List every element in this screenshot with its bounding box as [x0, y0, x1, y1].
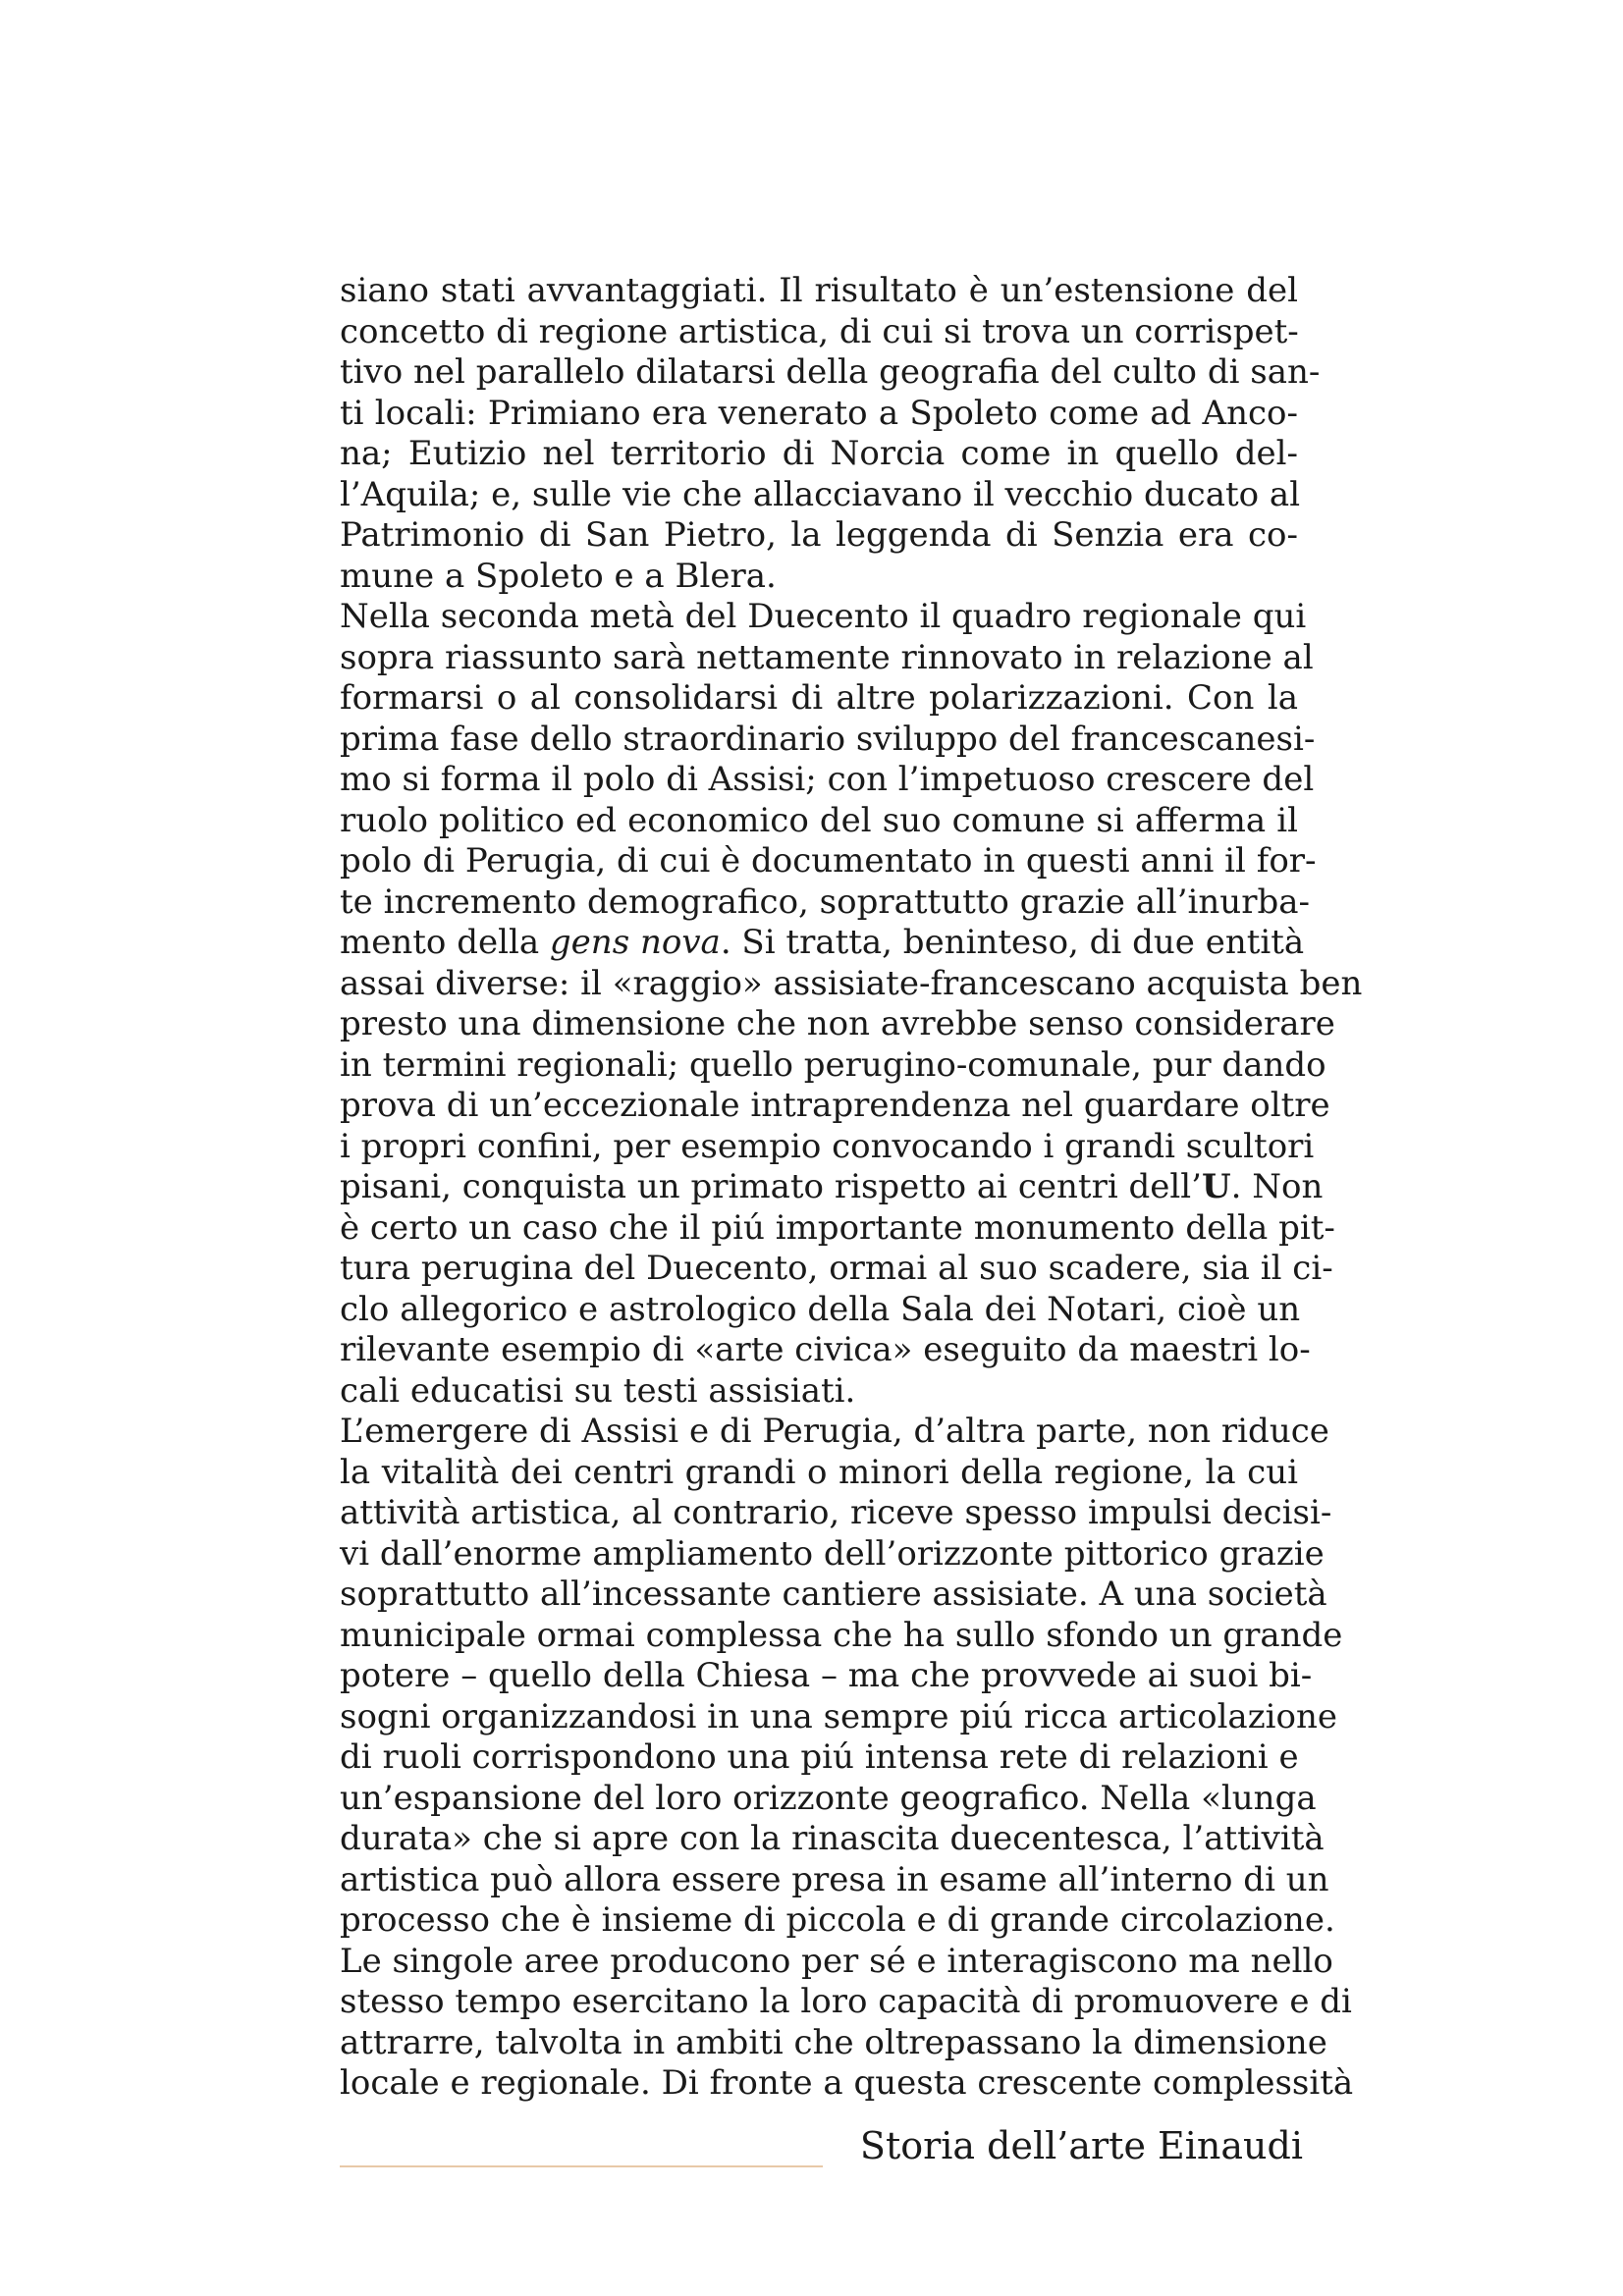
text-line: artistica può allora essere presa in esame all’interno di un [340, 1859, 1329, 1899]
text-line: L’emergere di Assisi e di Perugia, d’altra parte, non riduce [340, 1412, 1329, 1451]
text-line: siano stati avvantaggiati. Il risultato è un’estensione del [340, 271, 1298, 310]
text-line: prima fase dello straordinario sviluppo del francescanesi- [340, 719, 1316, 759]
body-text [340, 271, 1363, 2105]
text-line: mo si forma il polo di Assisi; con l’impetuoso crescere del [340, 760, 1315, 799]
text-line: rilevante esempio di «arte civica» eseguito da maestri lo- [340, 1330, 1311, 1369]
text-line: Patrimonio di San Pietro, la leggenda di Senzia era co- [340, 515, 1298, 555]
text-line: mune a Spoleto e a Blera. [340, 556, 777, 596]
text-run: . Non [1230, 1167, 1324, 1206]
text-line: formarsi o al consolidarsi di altre polarizzazioni. Con la [340, 678, 1298, 718]
text-line: sogni organizzandosi in una sempre piú ricca articolazione [340, 1696, 1337, 1736]
text-line: attrarre, talvolta in ambiti che oltrepassano la dimensione [340, 2022, 1327, 2062]
text-line: di ruoli corrispondono una piú intensa rete di relazioni e [340, 1737, 1299, 1777]
text-line: processo che è insieme di piccola e di grande circolazione. [340, 1900, 1335, 1940]
text-line: la vitalità dei centri grandi o minori della regione, la cui [340, 1452, 1298, 1492]
text-line: i propri confini, per esempio convocando i grandi scultori [340, 1126, 1315, 1166]
text-line: ruolo politico ed economico del suo comune si afferma il [340, 800, 1298, 840]
text-line: cali educatisi su testi assisiati. [340, 1370, 856, 1411]
italic-term: gens nova [549, 923, 721, 962]
text-line-with-bold [340, 1167, 1324, 1208]
text-line: polo di Perugia, di cui è documentato in questi anni il for- [340, 841, 1317, 881]
bold-term: U [1201, 1167, 1231, 1206]
text-line: locale e regionale. Di fronte a questa crescente complessità [340, 2063, 1354, 2103]
text-line: vi dall’enorme ampliamento dell’orizzonte pittorico grazie [340, 1533, 1325, 1574]
footer-divider [340, 2165, 823, 2167]
text-run: . Si tratta, beninteso, di due entità [720, 923, 1305, 962]
text-line: attività artistica, al contrario, riceve spesso impulsi decisi- [340, 1493, 1332, 1532]
text-run: mento della [340, 923, 550, 962]
text-line: ti locali: Primiano era venerato a Spoleto come ad Anco- [340, 393, 1298, 433]
text-line: concetto di regione artistica, di cui si trova un corrispet- [340, 311, 1299, 351]
text-line: è certo un caso che il piú importante monumento della pit- [340, 1207, 1335, 1248]
text-line-with-italic [340, 923, 1305, 964]
text-line: potere – quello della Chiesa – ma che provvede ai suoi bi- [340, 1656, 1313, 1695]
text-line: durata» che si apre con la rinascita duecentesca, l’attività [340, 1819, 1325, 1858]
text-line: in termini regionali; quello perugino-comunale, pur dando [340, 1044, 1326, 1085]
text-line: Nella seconda metà del Duecento il quadro regionale qui [340, 597, 1307, 636]
text-line: sopra riassunto sarà nettamente rinnovato in relazione al [340, 637, 1314, 677]
text-line: na; Eutizio nel territorio di Norcia come in quello del- [340, 434, 1298, 473]
text-line: Le singole aree producono per sé e interagiscono ma nello [340, 1941, 1333, 1981]
text-line: soprattutto all’incessante cantiere assisiate. A una società [340, 1575, 1327, 1614]
text-line: tura perugina del Duecento, ormai al suo scadere, sia il ci- [340, 1249, 1333, 1288]
text-line: te incremento demografico, soprattutto grazie all’inurba- [340, 881, 1310, 922]
text-line: tivo nel parallelo dilatarsi della geografia del culto di san- [340, 352, 1321, 392]
text-line: un’espansione del loro orizzonte geografico. Nella «lunga [340, 1778, 1317, 1818]
text-line: prova di un’eccezionale intraprendenza nel guardare oltre [340, 1086, 1330, 1125]
text-line: assai diverse: il «raggio» assisiate-francescano acquista ben [340, 963, 1363, 1003]
footer-title: Storia dell’arte Einaudi [859, 2124, 1303, 2167]
text-line: presto una dimensione che non avrebbe senso considerare [340, 1004, 1335, 1043]
text-line: l’Aquila; e, sulle vie che allacciavano il vecchio ducato al [340, 474, 1301, 514]
text-line: municipale ormai complessa che ha sullo sfondo un grande [340, 1615, 1343, 1655]
text-line: clo allegorico e astrologico della Sala dei Notari, cioè un [340, 1289, 1301, 1329]
text-run: pisani, conquista un primato rispetto ai centri dell’ [340, 1167, 1202, 1206]
text-line: stesso tempo esercitano la loro capacità di promuovere e di [340, 1982, 1352, 2021]
